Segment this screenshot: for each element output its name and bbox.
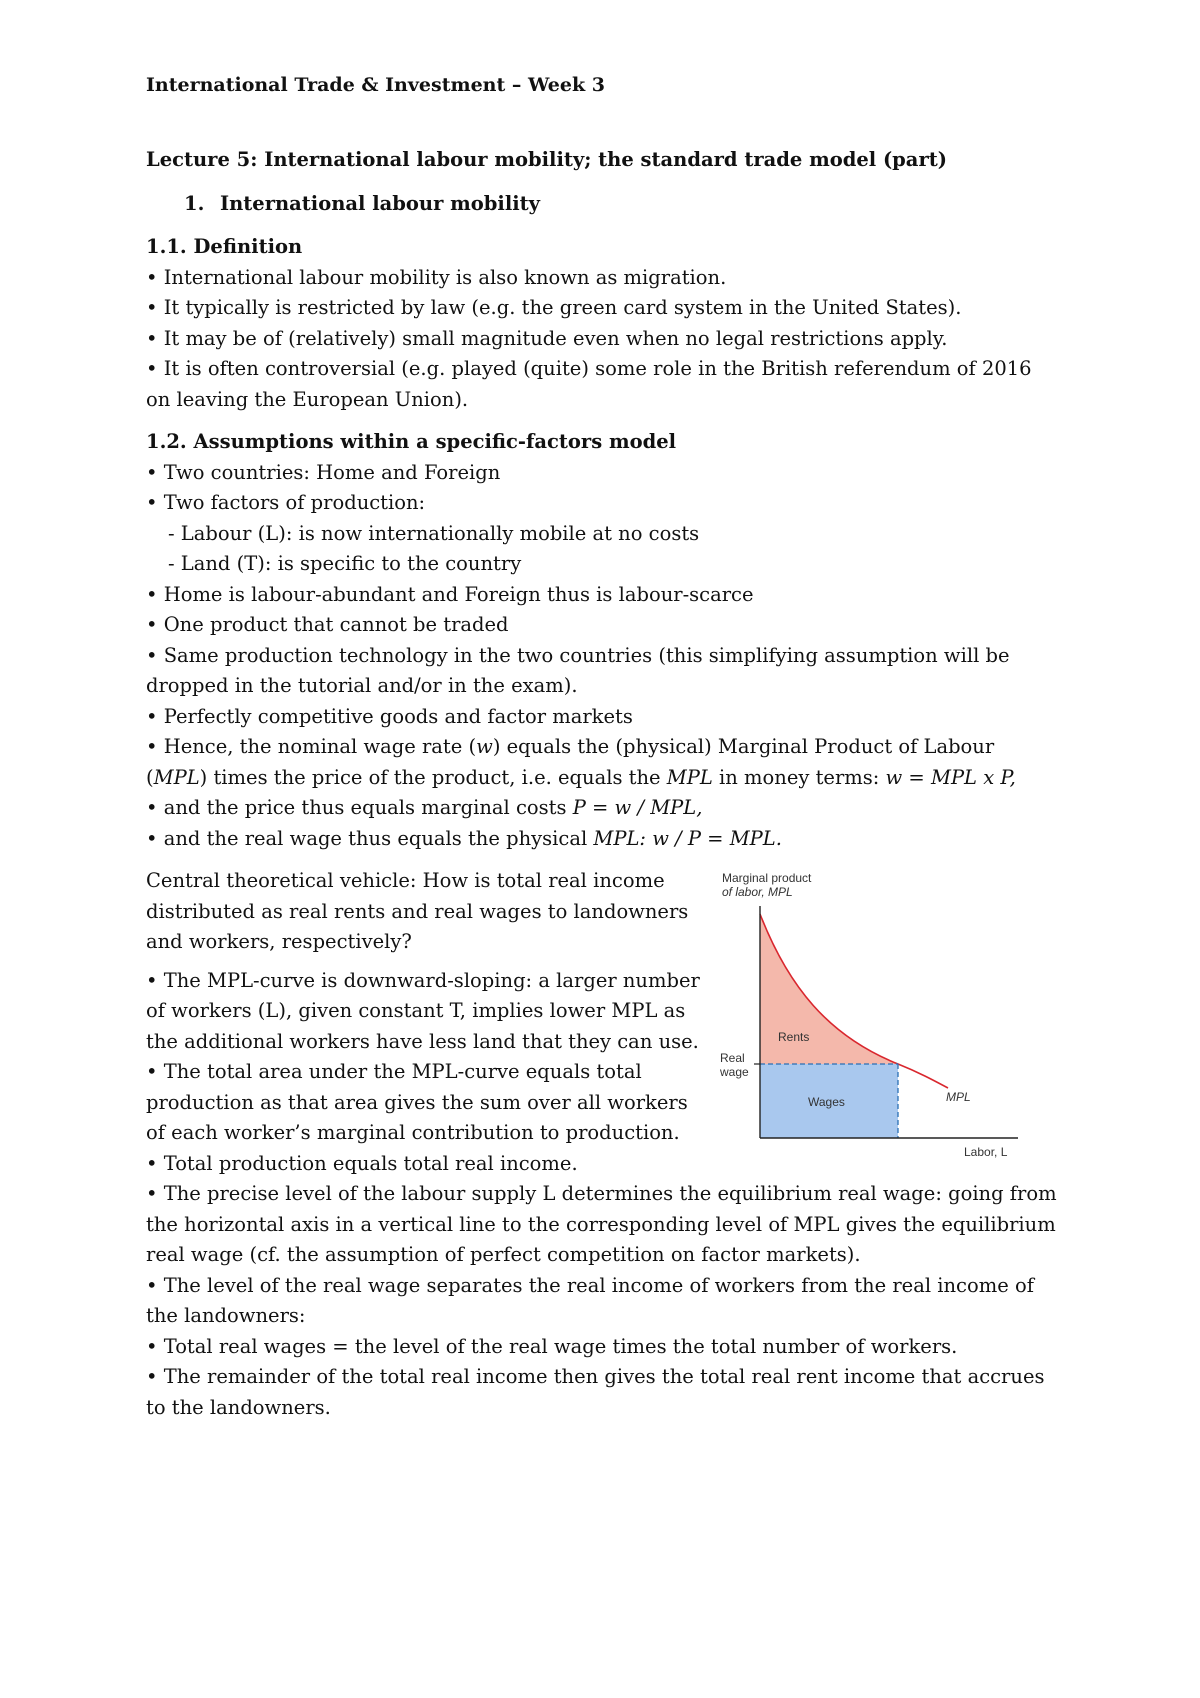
lecture-title: Lecture 5: International labour mobility; the standard trade model (part) bbox=[146, 148, 947, 171]
real-wage-line: • and the real wage thus equals the physical MPL: w / P = MPL. bbox=[146, 826, 782, 850]
wage-rate-line: • Hence, the nominal wage rate (w) equals the (physical) Marginal Product of Labour (MPL) times the price of the product, i.e. equals the MPL in money terms: w = MPL x P, bbox=[146, 735, 1016, 789]
body-bullet: • Total real wages = the level of the real wage times the total number of workers. bbox=[146, 1334, 958, 1358]
section-title: International labour mobility bbox=[220, 191, 540, 215]
figure-block bbox=[146, 866, 1061, 1159]
mpl-diagram bbox=[718, 866, 1038, 1174]
body-bullet: • The level of the real wage separates the real income of workers from the real income of the landowners: bbox=[146, 1273, 1034, 1327]
assumption-subline: - Labour (L): is now internationally mobile at no costs bbox=[168, 521, 700, 545]
assumption-subline: - Land (T): is specific to the country bbox=[168, 552, 522, 575]
rents-label: Rents bbox=[778, 1030, 810, 1044]
real-wage-label-line2: wage bbox=[720, 1065, 749, 1079]
price-line: • and the price thus equals marginal costs P = w / MPL, bbox=[146, 796, 703, 819]
price-equation: P = w / MPL, bbox=[572, 796, 703, 819]
assumption-line: • Two factors of production: bbox=[146, 491, 426, 514]
assumption-line: • Same production technology in the two countries (this simplifying assumption will be dropped in the tutorial and/or in the exam). bbox=[146, 643, 1010, 697]
wage-equation: w = MPL x P, bbox=[885, 765, 1016, 789]
central-question: Central theoretical vehicle: How is total real income distributed as real rents and real wages to landowners and workers, respectively? bbox=[146, 869, 689, 953]
wages-label: Wages bbox=[808, 1095, 845, 1109]
definition-line: • It is often controversial (e.g. played (quite) some role in the British referendum of 2016 on leaving the European Union). bbox=[146, 357, 1032, 411]
section-heading-1 bbox=[184, 189, 1061, 220]
subsection-heading-1-2: 1.2. Assumptions within a specific-factors model bbox=[146, 430, 677, 453]
assumption-line: • One product that cannot be traded bbox=[146, 613, 509, 636]
mpl-curve-label: MPL bbox=[946, 1090, 971, 1104]
subsection-heading-1-1: 1.1. Definition bbox=[146, 235, 303, 258]
body-bullet: • The remainder of the total real income then gives the total real rent income that accrues to the landowners. bbox=[146, 1365, 1045, 1419]
real-wage-equation: MPL: w / P = MPL. bbox=[593, 826, 782, 850]
definition-line: • It typically is restricted by law (e.g. the green card system in the United States). bbox=[146, 296, 962, 319]
assumption-line: • Home is labour-abundant and Foreign thus is labour-scarce bbox=[146, 582, 754, 606]
body-bullet: • Total production equals total real income. bbox=[146, 1151, 578, 1175]
mpl-figure bbox=[718, 866, 1038, 1174]
page-header: International Trade & Investment – Week 3 bbox=[146, 74, 605, 96]
y-axis-title-line1: Marginal product bbox=[722, 871, 812, 885]
real-wage-label-line1: Real bbox=[720, 1051, 745, 1065]
x-axis-title: Labor, L bbox=[964, 1145, 1008, 1159]
document-body bbox=[146, 145, 1061, 1423]
assumption-line: • Two countries: Home and Foreign bbox=[146, 460, 501, 484]
side-bullet: • The MPL-curve is downward-sloping: a larger number of workers (L), given constant T, implies lower MPL as the additional workers have less land that they can use. bbox=[146, 968, 700, 1053]
definition-line: • International labour mobility is also known as migration. bbox=[146, 265, 727, 289]
assumption-line: • Perfectly competitive goods and factor markets bbox=[146, 704, 633, 728]
side-bullet: • The total area under the MPL-curve equals total production as that area gives the sum over all workers of each worker’s marginal contribution to production. bbox=[146, 1060, 688, 1144]
section-number: 1. bbox=[184, 191, 205, 215]
y-axis-title-line2: of labor, MPL bbox=[722, 885, 793, 899]
body-bullet: • The precise level of the labour supply L determines the equilibrium real wage: going from the horizontal axis in a vertical line to the corresponding level of MPL gives the equilibrium real wage (cf. the assumption of perfect competition on factor markets). bbox=[146, 1182, 1057, 1266]
definition-line: • It may be of (relatively) small magnitude even when no legal restrictions apply. bbox=[146, 326, 948, 350]
